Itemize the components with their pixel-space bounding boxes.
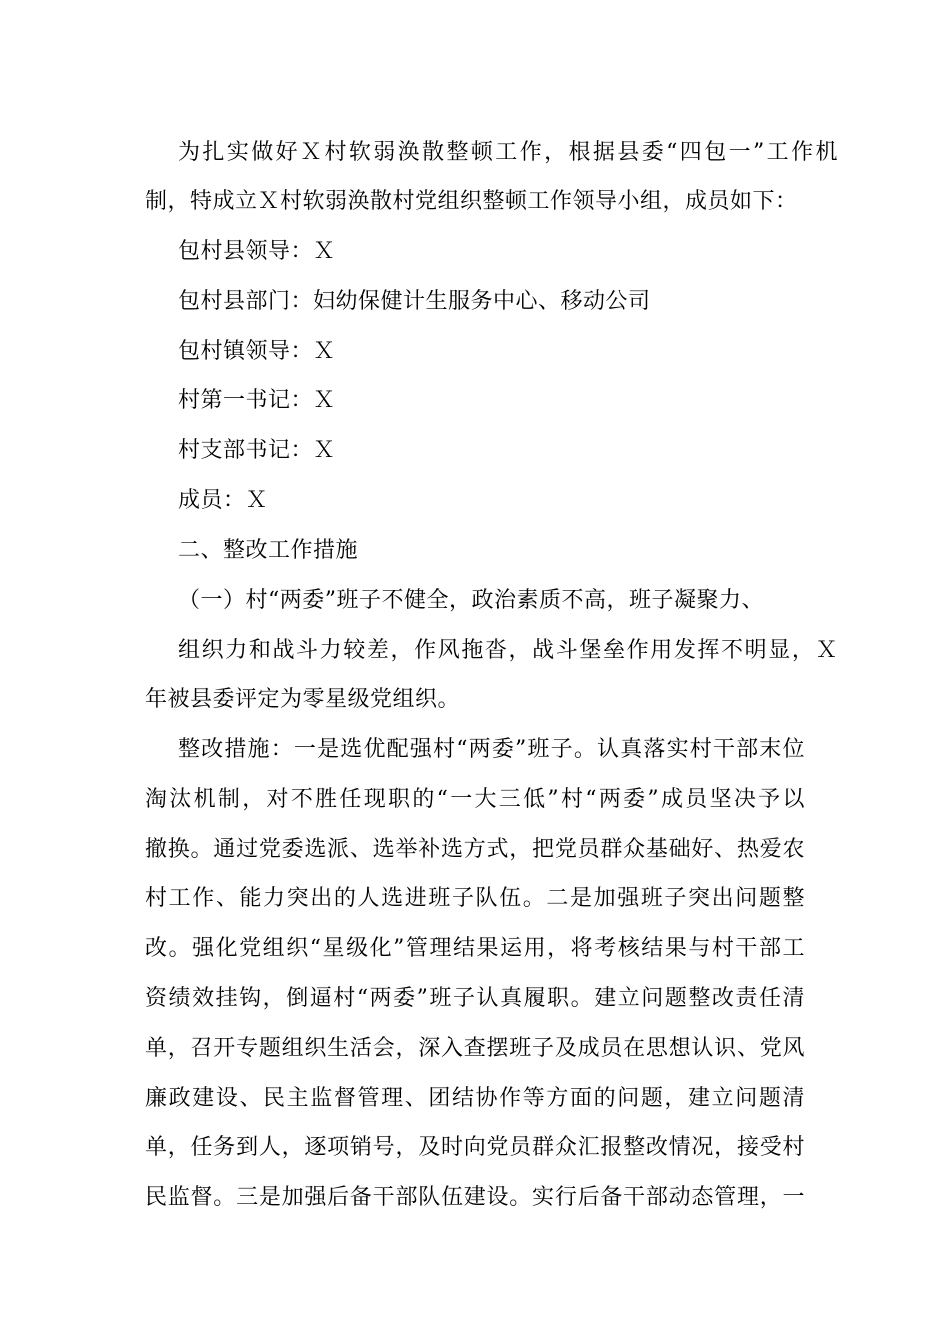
measures-line-4: 村工作、能力突出的人选进班子队伍。二是加强班子突出问题整 (145, 886, 805, 911)
measures-line-5: 改。强化党组织“星级化”管理结果运用，将考核结果与村干部工 (145, 936, 805, 961)
member-members: 成员：Ｘ (178, 488, 269, 513)
member-county-department: 包村县部门：妇幼保健计生服务中心、移动公司 (178, 289, 651, 314)
measures-line-7: 单，召开专题组织生活会，深入查摆班子及成员在思想认识、党风 (145, 1036, 805, 1061)
measures-line-3: 撤换。通过党委选派、选举补选方式，把党员群众基础好、热爱农 (145, 837, 805, 862)
member-first-secretary: 村第一书记：Ｘ (178, 388, 336, 413)
measures-line-10: 民监督。三是加强后备干部队伍建设。实行后备干部动态管理，一 (145, 1185, 805, 1210)
member-branch-secretary: 村支部书记：Ｘ (178, 438, 336, 463)
measures-line-2: 淘汰机制，对不胜任现职的“一大三低”村“两委”成员坚决予以 (145, 787, 805, 812)
item1-line-3: 年被县委评定为零星级党组织。 (145, 687, 461, 712)
member-town-leader: 包村镇领导：Ｘ (178, 339, 336, 364)
member-county-leader: 包村县领导：Ｘ (178, 239, 336, 264)
section-heading: 二、整改工作措施 (178, 538, 359, 563)
item1-line-1: （一）村“两委”班子不健全，政治素质不高，班子凝聚力、 (178, 588, 764, 613)
intro-paragraph-line-2: 制，特成立Ｘ村软弱涣散村党组织整顿工作领导小组，成员如下： (145, 189, 798, 214)
intro-paragraph-line-1: 为扎实做好Ｘ村软弱涣散整顿工作，根据县委“四包一”工作机 (178, 140, 838, 165)
measures-line-6: 资绩效挂钩，倒逼村“两委”班子认真履职。建立问题整改责任清 (145, 986, 805, 1011)
item1-line-2: 组织力和战斗力较差，作风拖沓，战斗堡垒作用发挥不明显，Ｘ (178, 638, 838, 663)
measures-line-1: 整改措施：一是选优配强村“两委”班子。认真落实村干部末位 (178, 737, 805, 762)
measures-line-9: 单，任务到人，逐项销号，及时向党员群众汇报整改情况，接受村 (145, 1135, 805, 1160)
measures-line-8: 廉政建设、民主监督管理、团结协作等方面的问题，建立问题清 (145, 1086, 805, 1111)
